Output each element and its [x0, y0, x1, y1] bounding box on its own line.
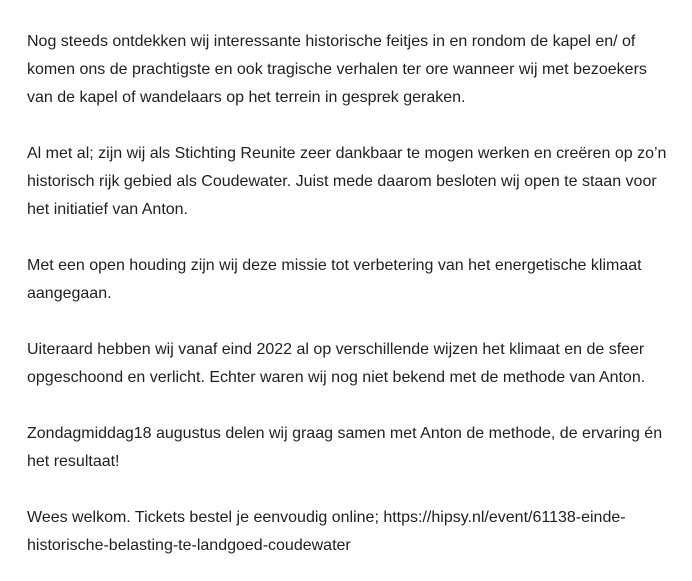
- paragraph-mission: Met een open houding zijn wij deze missie tot verbetering van het energetische klimaat aangegaan.: [27, 257, 642, 302]
- paragraph-tickets: Wees welkom. Tickets bestel je eenvoudig online; https://hipsy.nl/event/61138-einde-historische-belasting-te-landgoed-coudewater: [27, 509, 626, 554]
- article-body: [27, 28, 677, 560]
- paragraph-discoveries: Nog steeds ontdekken wij interessante historische feitjes in en rondom de kapel en/ of komen ons de prachtigste en ook tragische verhalen ter ore wanneer wij met bezoekers van de kapel of wandelaars op het terrein in gesprek geraken.: [27, 33, 647, 106]
- paragraph-event-announcement: Zondagmiddag18 augustus delen wij graag samen met Anton de methode, de ervaring én het resultaat!: [27, 425, 663, 470]
- paragraph-since-2022: Uiteraard hebben wij vanaf eind 2022 al op verschillende wijzen het klimaat en de sfeer opgeschoond en verlicht. Echter waren wij nog niet bekend met de methode van Anton.: [27, 341, 646, 386]
- paragraph-gratitude: Al met al; zijn wij als Stichting Reunite zeer dankbaar te mogen werken en creëren op zo’n historisch rijk gebied als Coudewater. Juist mede daarom besloten wij open te staan voor het initiatief van Anton.: [27, 145, 667, 218]
